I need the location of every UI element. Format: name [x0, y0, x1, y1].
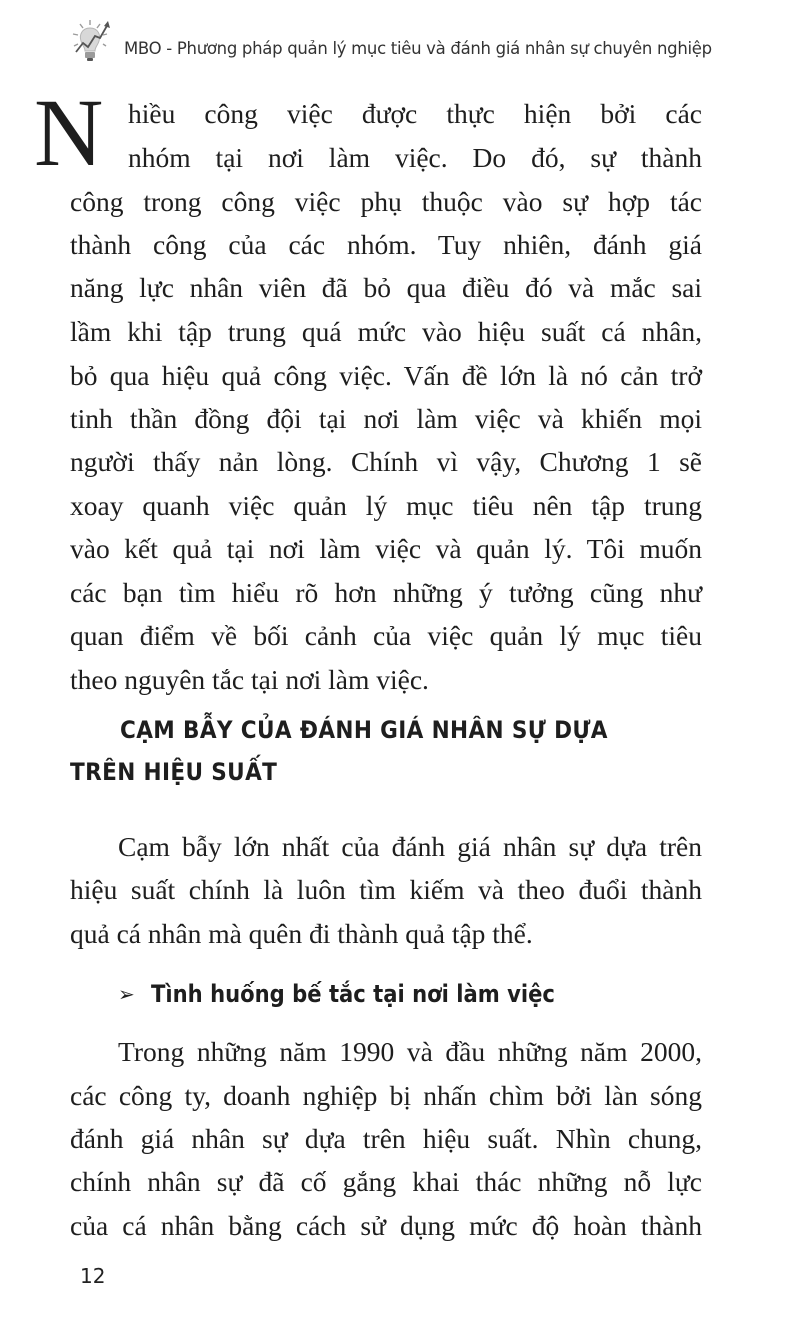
text-line: các công ty, doanh nghiệp bị nhấn chìm bởi làn sóng: [70, 1080, 702, 1111]
text-line: hiệu suất chính là luôn tìm kiếm và theo đuổi thành: [70, 874, 702, 905]
text-line: chính nhân sự đã cố gắng khai thác những nỗ lực: [70, 1166, 702, 1197]
text-line: lầm khi tập trung quá mức vào hiệu suất cá nhân,: [70, 316, 702, 347]
running-header: [70, 16, 712, 66]
arrowhead-bullet-icon: ➢: [118, 982, 135, 1006]
drop-cap: N: [34, 79, 104, 186]
text-line: Trong những năm 1990 và đầu những năm 2000,: [118, 1036, 702, 1067]
text-line: thành công của các nhóm. Tuy nhiên, đánh giá: [70, 229, 702, 260]
text-line: tinh thần đồng đội tại nơi làm việc và khiến mọi: [70, 403, 702, 434]
page-number: 12: [80, 1264, 106, 1288]
text-line: nhóm tại nơi làm việc. Do đó, sự thành: [128, 142, 702, 173]
subsection-heading: [118, 980, 610, 1008]
section-heading-line-1: CẠM BẪY CỦA ĐÁNH GIÁ NHÂN SỰ DỰA: [120, 716, 608, 744]
text-line: người thấy nản lòng. Chính vì vậy, Chương 1 sẽ: [70, 446, 702, 477]
text-line: Cạm bẫy lớn nhất của đánh giá nhân sự dựa trên: [118, 831, 702, 862]
text-line: hiều công việc được thực hiện bởi các: [128, 98, 702, 129]
text-line: của cá nhân bằng cách sử dụng mức độ hoàn thành: [70, 1210, 702, 1241]
text-line: bỏ qua hiệu quả công việc. Vấn đề lớn là nó cản trở: [70, 360, 702, 391]
text-line: xoay quanh việc quản lý mục tiêu nên tập trung: [70, 490, 702, 521]
running-title: MBO - Phương pháp quản lý mục tiêu và đánh giá nhân sự chuyên nghiệp: [124, 38, 712, 58]
text-line: vào kết quả tại nơi làm việc và quản lý. Tôi muốn: [70, 533, 702, 564]
subsection-heading-text: Tình huống bế tắc tại nơi làm việc: [150, 980, 555, 1008]
text-line: quan điểm về bối cảnh của việc quản lý mục tiêu: [70, 620, 702, 651]
section-heading-line-2: TRÊN HIỆU SUẤT: [70, 758, 278, 786]
text-line: quả cá nhân mà quên đi thành quả tập thể.: [70, 918, 533, 949]
text-line: năng lực nhân viên đã bỏ qua điều đó và mắc sai: [70, 272, 702, 303]
text-line: công trong công việc phụ thuộc vào sự hợp tác: [70, 186, 702, 217]
lightbulb-growth-chart-icon: [70, 18, 114, 64]
text-line: theo nguyên tắc tại nơi làm việc.: [70, 664, 429, 695]
text-line: các bạn tìm hiểu rõ hơn những ý tưởng cũng như: [70, 577, 702, 608]
text-line: đánh giá nhân sự dựa trên hiệu suất. Nhìn chung,: [70, 1123, 702, 1154]
